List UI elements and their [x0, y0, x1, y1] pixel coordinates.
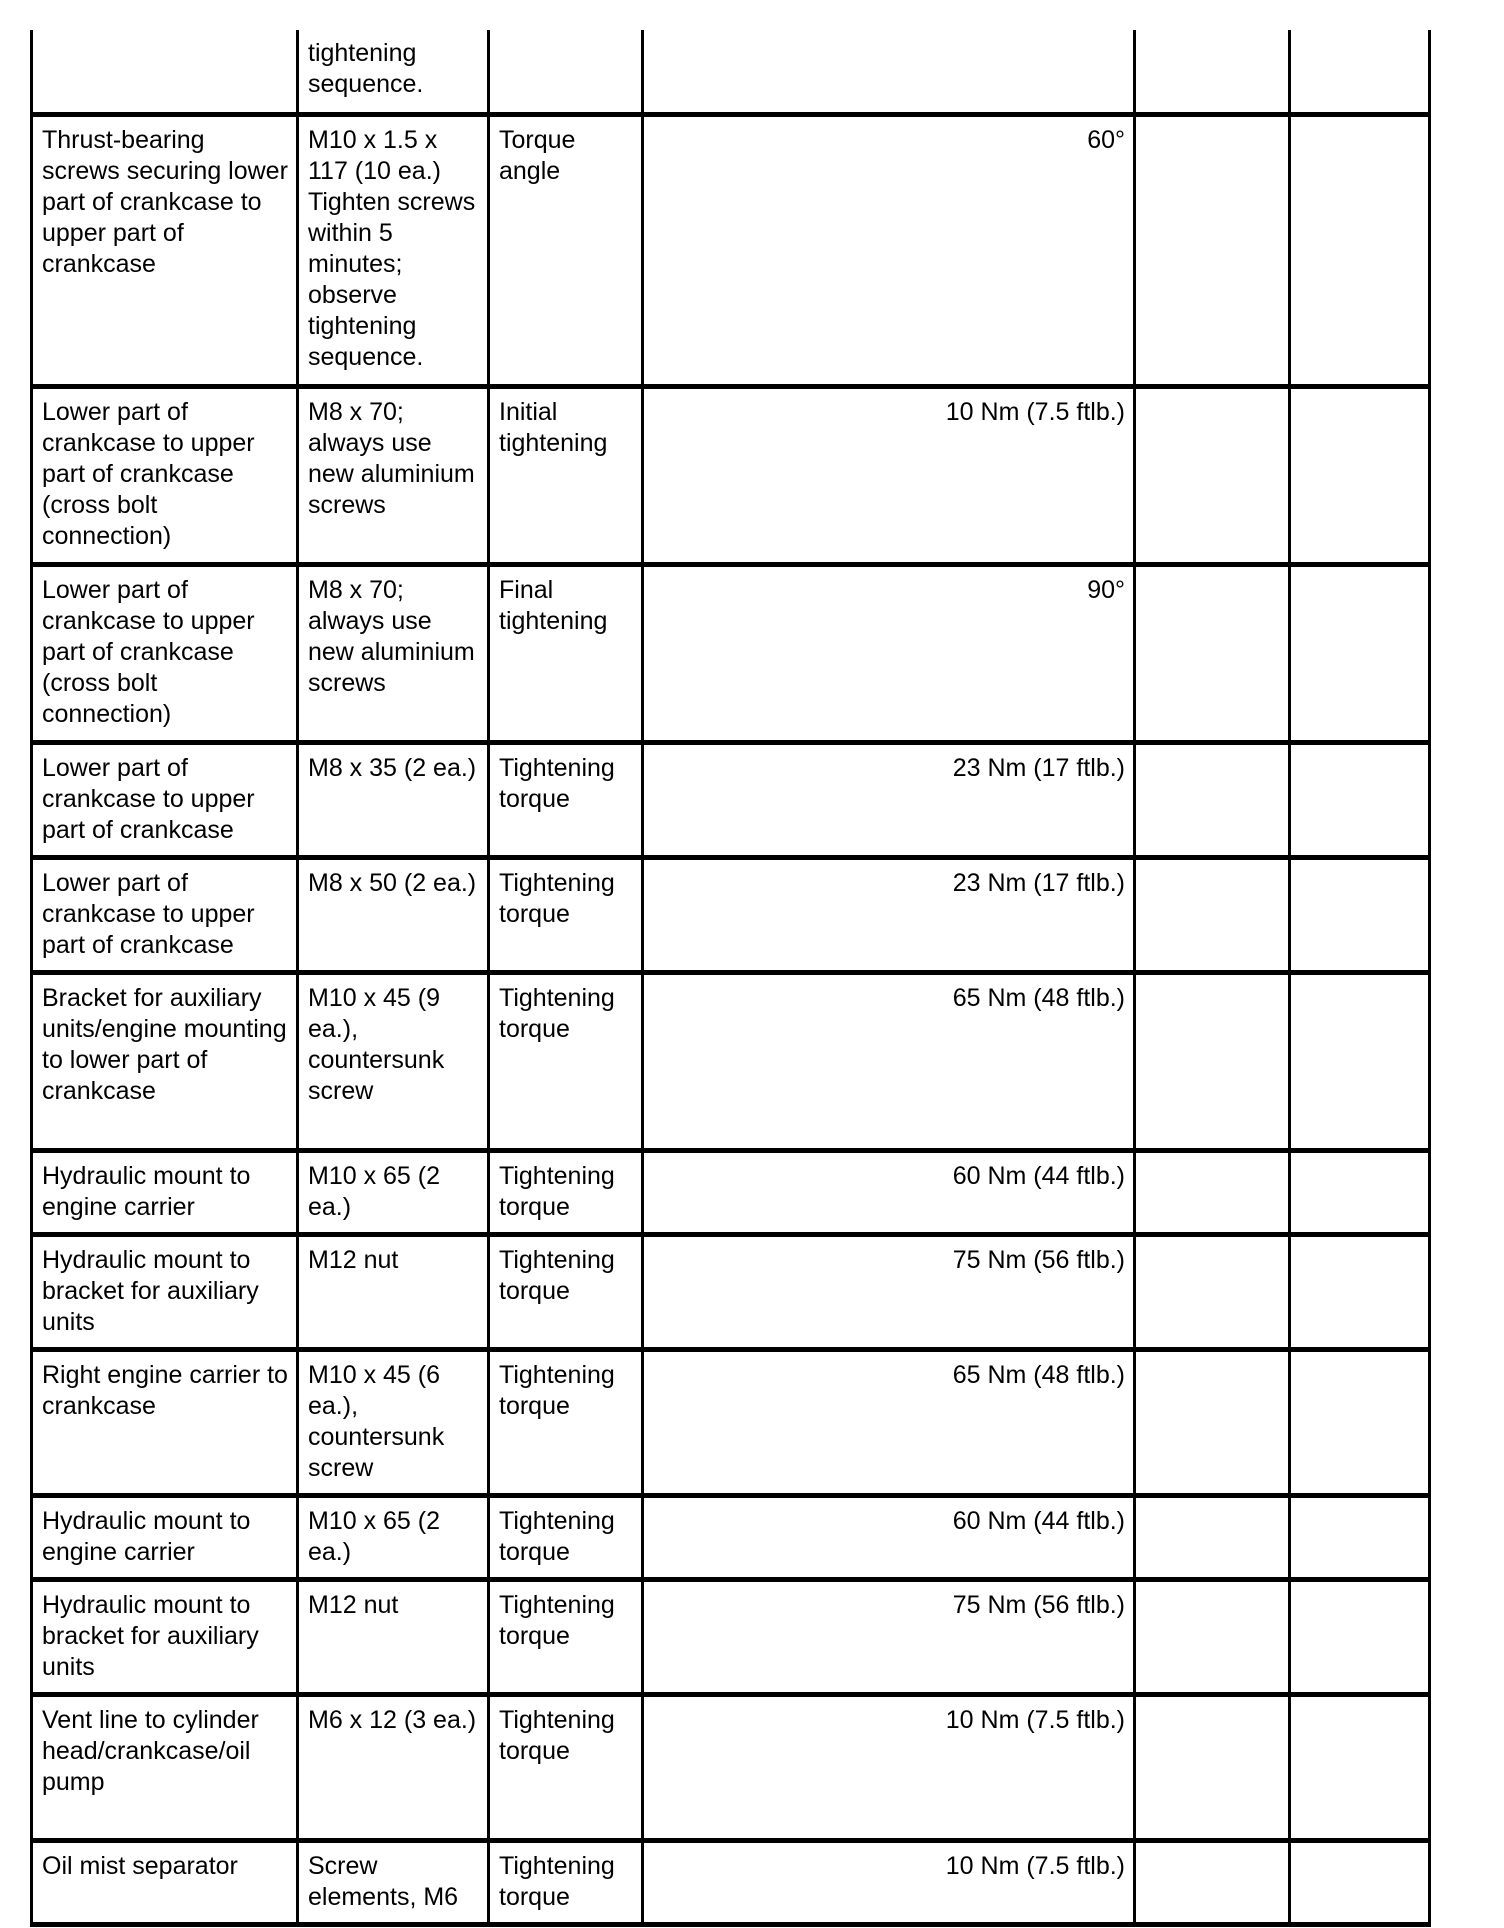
value-cell: 65 Nm (48 ftlb.)	[643, 1349, 1135, 1495]
empty-cell	[1135, 1579, 1290, 1694]
value-cell: 65 Nm (48 ftlb.)	[643, 972, 1135, 1150]
type-cell: Tightening torque	[489, 1694, 643, 1840]
empty-cell	[1290, 972, 1430, 1150]
spec-cell: M6 x 12 (3 ea.)	[298, 1694, 489, 1840]
component-cell: Right engine carrier to crankcase	[32, 1349, 298, 1495]
value-cell: 90°	[643, 564, 1135, 742]
empty-cell	[1135, 114, 1290, 386]
type-cell: Torque angle	[489, 114, 643, 386]
value-cell: 10 Nm (7.5 ftlb.)	[643, 386, 1135, 564]
table-row	[32, 1234, 1430, 1349]
spec-cell: M10 x 65 (2 ea.)	[298, 1495, 489, 1579]
component-cell: Hydraulic mount to bracket for auxiliary units	[32, 1234, 298, 1349]
table-row	[32, 857, 1430, 972]
empty-cell	[1290, 1495, 1430, 1579]
value-cell: 23 Nm (17 ftlb.)	[643, 857, 1135, 972]
spec-cell: tightening sequence.	[298, 30, 489, 114]
empty-cell	[1290, 1234, 1430, 1349]
component-cell	[32, 30, 298, 114]
empty-cell	[1135, 1840, 1290, 1924]
type-cell: Tightening torque	[489, 742, 643, 857]
component-cell: Lower part of crankcase to upper part of crankcase (cross bolt connection)	[32, 386, 298, 564]
value-cell: 60 Nm (44 ftlb.)	[643, 1495, 1135, 1579]
empty-cell	[1135, 972, 1290, 1150]
table-row	[32, 1150, 1430, 1234]
table-row	[32, 386, 1430, 564]
type-cell: Tightening torque	[489, 1150, 643, 1234]
empty-cell	[1135, 1495, 1290, 1579]
empty-cell	[1290, 857, 1430, 972]
value-cell: 75 Nm (56 ftlb.)	[643, 1579, 1135, 1694]
table-row	[32, 30, 1430, 114]
empty-cell	[1135, 386, 1290, 564]
spec-cell: M8 x 50 (2 ea.)	[298, 857, 489, 972]
empty-cell	[1135, 742, 1290, 857]
empty-cell	[1290, 386, 1430, 564]
empty-cell	[1290, 114, 1430, 386]
type-cell: Tightening torque	[489, 1349, 643, 1495]
value-cell: 60 Nm (44 ftlb.)	[643, 1150, 1135, 1234]
spec-cell: M8 x 70; always use new aluminium screws	[298, 386, 489, 564]
type-cell: Tightening torque	[489, 972, 643, 1150]
spec-cell: Screw elements, M6	[298, 1840, 489, 1924]
value-cell: 10 Nm (7.5 ftlb.)	[643, 1694, 1135, 1840]
empty-cell	[1290, 30, 1430, 114]
empty-cell	[1135, 30, 1290, 114]
empty-cell	[1135, 1349, 1290, 1495]
empty-cell	[1290, 1840, 1430, 1924]
component-cell: Thrust-bearing screws securing lower part of crankcase to upper part of crankcase	[32, 114, 298, 386]
empty-cell	[1290, 564, 1430, 742]
torque-spec-table	[30, 30, 1431, 1927]
type-cell: Initial tightening	[489, 386, 643, 564]
component-cell: Lower part of crankcase to upper part of crankcase (cross bolt connection)	[32, 564, 298, 742]
type-cell	[489, 30, 643, 114]
torque-spec-sheet	[30, 30, 1428, 1927]
spec-cell: M8 x 35 (2 ea.)	[298, 742, 489, 857]
component-cell: Lower part of crankcase to upper part of crankcase	[32, 857, 298, 972]
component-cell: Lower part of crankcase to upper part of crankcase	[32, 742, 298, 857]
component-cell: Oil mist separator	[32, 1840, 298, 1924]
table-row	[32, 114, 1430, 386]
empty-cell	[1135, 1694, 1290, 1840]
type-cell: Tightening torque	[489, 1840, 643, 1924]
empty-cell	[1135, 564, 1290, 742]
type-cell: Tightening torque	[489, 857, 643, 972]
empty-cell	[1290, 1150, 1430, 1234]
spec-cell: M10 x 65 (2 ea.)	[298, 1150, 489, 1234]
empty-cell	[1290, 742, 1430, 857]
empty-cell	[1135, 857, 1290, 972]
spec-cell: M10 x 45 (6 ea.), countersunk screw	[298, 1349, 489, 1495]
table-row	[32, 742, 1430, 857]
table-row	[32, 1579, 1430, 1694]
empty-cell	[1290, 1349, 1430, 1495]
value-cell: 75 Nm (56 ftlb.)	[643, 1234, 1135, 1349]
table-row	[32, 1495, 1430, 1579]
value-cell: 10 Nm (7.5 ftlb.)	[643, 1840, 1135, 1924]
component-cell: Hydraulic mount to engine carrier	[32, 1150, 298, 1234]
component-cell: Bracket for auxiliary units/engine mounting to lower part of crankcase	[32, 972, 298, 1150]
empty-cell	[1290, 1579, 1430, 1694]
type-cell: Tightening torque	[489, 1234, 643, 1349]
table-body	[32, 30, 1430, 1924]
table-row	[32, 1840, 1430, 1924]
value-cell: 60°	[643, 114, 1135, 386]
empty-cell	[1135, 1234, 1290, 1349]
spec-cell: M12 nut	[298, 1234, 489, 1349]
value-cell	[643, 30, 1135, 114]
component-cell: Hydraulic mount to bracket for auxiliary units	[32, 1579, 298, 1694]
table-row	[32, 1349, 1430, 1495]
type-cell: Final tightening	[489, 564, 643, 742]
spec-cell: M10 x 1.5 x 117 (10 ea.) Tighten screws within 5 minutes; observe tightening sequence.	[298, 114, 489, 386]
spec-cell: M10 x 45 (9 ea.), countersunk screw	[298, 972, 489, 1150]
empty-cell	[1290, 1694, 1430, 1840]
type-cell: Tightening torque	[489, 1579, 643, 1694]
table-row	[32, 564, 1430, 742]
type-cell: Tightening torque	[489, 1495, 643, 1579]
value-cell: 23 Nm (17 ftlb.)	[643, 742, 1135, 857]
spec-cell: M12 nut	[298, 1579, 489, 1694]
table-row	[32, 1694, 1430, 1840]
component-cell: Vent line to cylinder head/crankcase/oil pump	[32, 1694, 298, 1840]
component-cell: Hydraulic mount to engine carrier	[32, 1495, 298, 1579]
spec-cell: M8 x 70; always use new aluminium screws	[298, 564, 489, 742]
table-row	[32, 972, 1430, 1150]
empty-cell	[1135, 1150, 1290, 1234]
